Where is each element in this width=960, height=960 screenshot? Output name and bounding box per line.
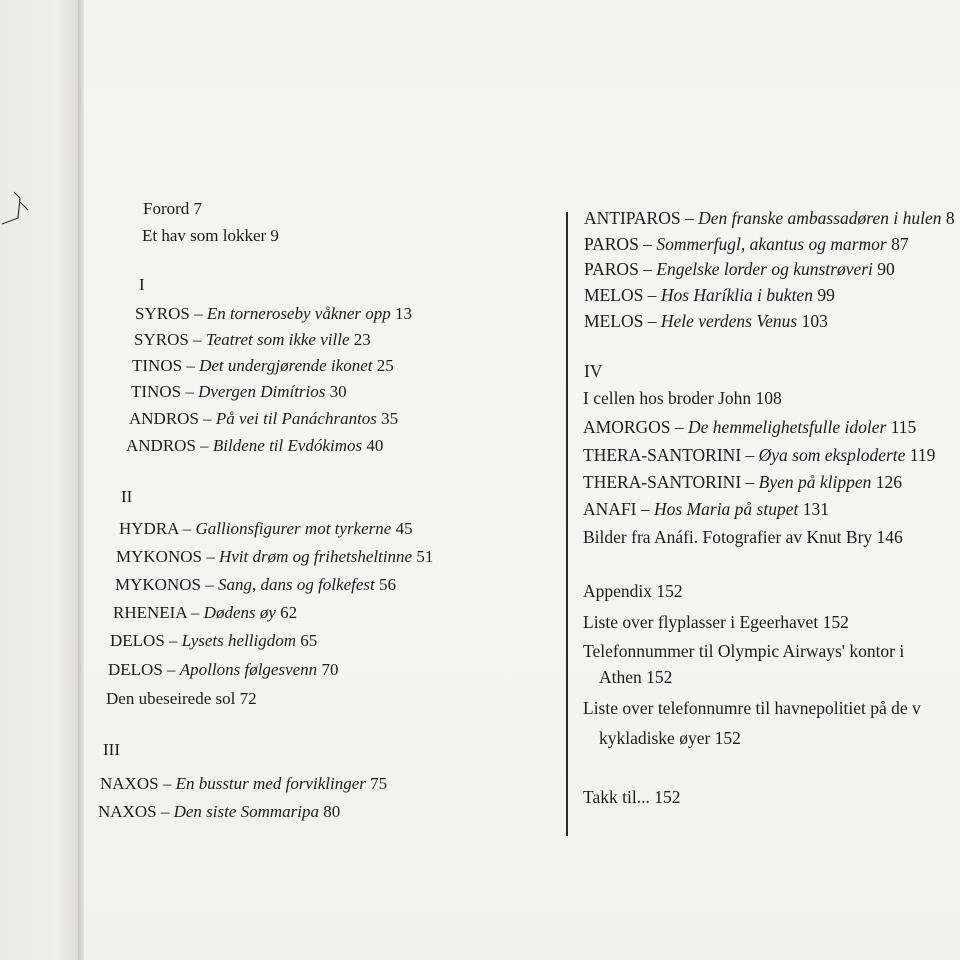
toc-entry: HYDRA – Gallionsfigurer mot tyrkerne 45	[119, 519, 413, 538]
toc-entry: Et hav som lokker 9	[142, 226, 279, 245]
toc-entry-continuation: kykladiske øyer 152	[599, 728, 741, 748]
toc-entry: TINOS – Det undergjørende ikonet 25	[132, 356, 394, 375]
toc-entry: DELOS – Lysets helligdom 65	[110, 631, 318, 650]
toc-entry-continuation: Athen 152	[599, 667, 673, 687]
toc-entry: Liste over telefonnumre til havnepolitiet på de v	[583, 698, 921, 718]
toc-entry: THERA-SANTORINI – Byen på klippen 126	[583, 472, 903, 492]
toc-entry: MYKONOS – Sang, dans og folkefest 56	[115, 575, 396, 594]
toc-entry: ANTIPAROS – Den franske ambassadøren i hulen 8	[584, 208, 955, 228]
section-heading: IV	[584, 361, 603, 381]
toc-entry: Takk til... 152	[583, 787, 681, 807]
toc-entry: DELOS – Apollons følgesvenn 70	[108, 660, 339, 679]
column-divider	[566, 212, 568, 836]
left-page	[0, 0, 82, 960]
toc-entry: ANDROS – På vei til Panáchrantos 35	[129, 409, 399, 428]
toc-entry: TINOS – Dvergen Dimítrios 30	[131, 382, 347, 401]
toc-entry: I cellen hos broder John 108	[583, 388, 782, 408]
toc-entry: MELOS – Hele verdens Venus 103	[584, 311, 828, 331]
toc-entry: SYROS – En torneroseby våkner opp 13	[135, 304, 413, 323]
toc-entry: Liste over flyplasser i Egeerhavet 152	[583, 612, 849, 632]
toc-entry: Telefonnummer til Olympic Airways' kontor i	[583, 641, 905, 661]
toc-entry: MYKONOS – Hvit drøm og frihetsheltinne 51	[116, 547, 434, 566]
toc-entry: NAXOS – En busstur med forviklinger 75	[100, 774, 388, 793]
toc-entry: PAROS – Sommerfugl, akantus og marmor 87	[584, 234, 909, 254]
section-heading: III	[103, 740, 120, 759]
toc-entry: Bilder fra Anáfi. Fotografier av Knut Bry 146	[583, 527, 903, 547]
toc-entry: THERA-SANTORINI – Øya som eksploderte 119	[583, 445, 936, 465]
toc-entry: AMORGOS – De hemmelighetsfulle idoler 115	[583, 417, 917, 437]
toc-entry: MELOS – Hos Haríklia i bukten 99	[584, 285, 835, 305]
section-heading: I	[139, 275, 145, 294]
toc-entry: Den ubeseirede sol 72	[106, 689, 257, 708]
toc-entry: Appendix 152	[583, 581, 683, 601]
toc-entry: PAROS – Engelske lorder og kunstrøveri 90	[584, 259, 895, 279]
section-heading: II	[121, 487, 133, 506]
toc-entry: NAXOS – Den siste Sommaripa 80	[98, 802, 341, 821]
toc-entry: ANDROS – Bildene til Evdókimos 40	[126, 436, 384, 455]
toc-entry: Forord 7	[143, 199, 203, 218]
toc-entry: SYROS – Teatret som ikke ville 23	[134, 330, 371, 349]
toc-entry: RHENEIA – Dødens øy 62	[113, 603, 298, 622]
pen-mark-icon	[0, 188, 30, 228]
toc-entry: ANAFI – Hos Maria på stupet 131	[583, 499, 829, 519]
